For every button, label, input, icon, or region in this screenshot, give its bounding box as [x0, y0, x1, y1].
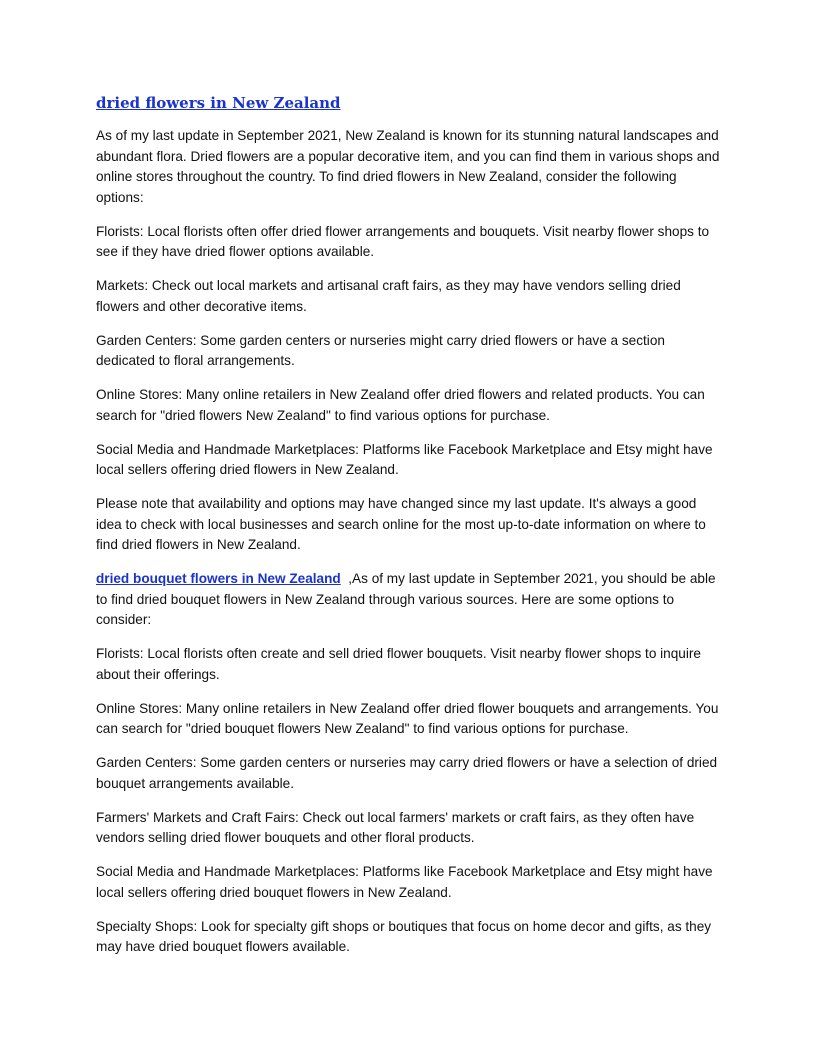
bouquet-intro-paragraph: [96, 569, 722, 631]
bouquet-paragraph-online-stores: Online Stores: Many online retailers in New Zealand offer dried flower bouquets and arrangements. You can search for "dried bouquet flowers New Zealand" to find various options for purchase.: [96, 700, 719, 736]
page-title: [96, 92, 722, 114]
document-page: [96, 92, 722, 971]
bouquet-link[interactable]: dried bouquet flowers in New Zealand: [96, 571, 341, 586]
intro-paragraph: As of my last update in September 2021, New Zealand is known for its stunning natural landscapes and abundant flora. Dried flowers are a popular decorative item, and you can find them in various shops and online stores throughout the country. To find dried flowers in New Zealand, consider the following options:: [96, 128, 720, 205]
bouquet-paragraph-florists: Florists: Local florists often create and sell dried flower bouquets. Visit nearby flower shops to inquire about their offerings.: [96, 646, 701, 682]
paragraph-online-stores: Online Stores: Many online retailers in New Zealand offer dried flowers and related products. You can search for "dried flowers New Zealand" to find various options for purchase.: [96, 387, 705, 423]
bouquet-paragraph-garden-centers: Garden Centers: Some garden centers or nurseries may carry dried flowers or have a selection of dried bouquet arrangements available.: [96, 755, 718, 791]
bouquet-paragraph-social-media: Social Media and Handmade Marketplaces: Platforms like Facebook Marketplace and Etsy might have local sellers offering dried bouquet flowers in New Zealand.: [96, 864, 713, 900]
bouquet-paragraph-farmers-markets: Farmers' Markets and Craft Fairs: Check out local farmers' markets or craft fairs, as they often have vendors selling dried flower bouquets and other floral products.: [96, 809, 695, 845]
bouquet-paragraph-specialty-shops: Specialty Shops: Look for specialty gift shops or boutiques that focus on home decor and gifts, as they may have dried bouquet flowers available.: [96, 918, 712, 954]
paragraph-florists: Florists: Local florists often offer dried flower arrangements and bouquets. Visit nearby flower shops to see if they have dried flower options available.: [96, 223, 710, 259]
title-link[interactable]: dried flowers in New Zealand: [96, 94, 341, 112]
paragraph-social-media: Social Media and Handmade Marketplaces: Platforms like Facebook Marketplace and Etsy might have local sellers offering dried flowers in New Zealand.: [96, 441, 713, 477]
paragraph-note: Please note that availability and options may have changed since my last update. It's always a good idea to check with local businesses and search online for the most up-to-date information on where to find dried flowers in New Zealand.: [96, 496, 706, 552]
paragraph-markets: Markets: Check out local markets and artisanal craft fairs, as they may have vendors selling dried flowers and other decorative items.: [96, 278, 681, 314]
bouquet-intro-text: ,As of my last update in September 2021, you should be able to find dried bouquet flowers in New Zealand through various sources. Here are some options to consider:: [96, 571, 716, 627]
paragraph-garden-centers: Garden Centers: Some garden centers or nurseries might carry dried flowers or have a section dedicated to floral arrangements.: [96, 332, 665, 368]
